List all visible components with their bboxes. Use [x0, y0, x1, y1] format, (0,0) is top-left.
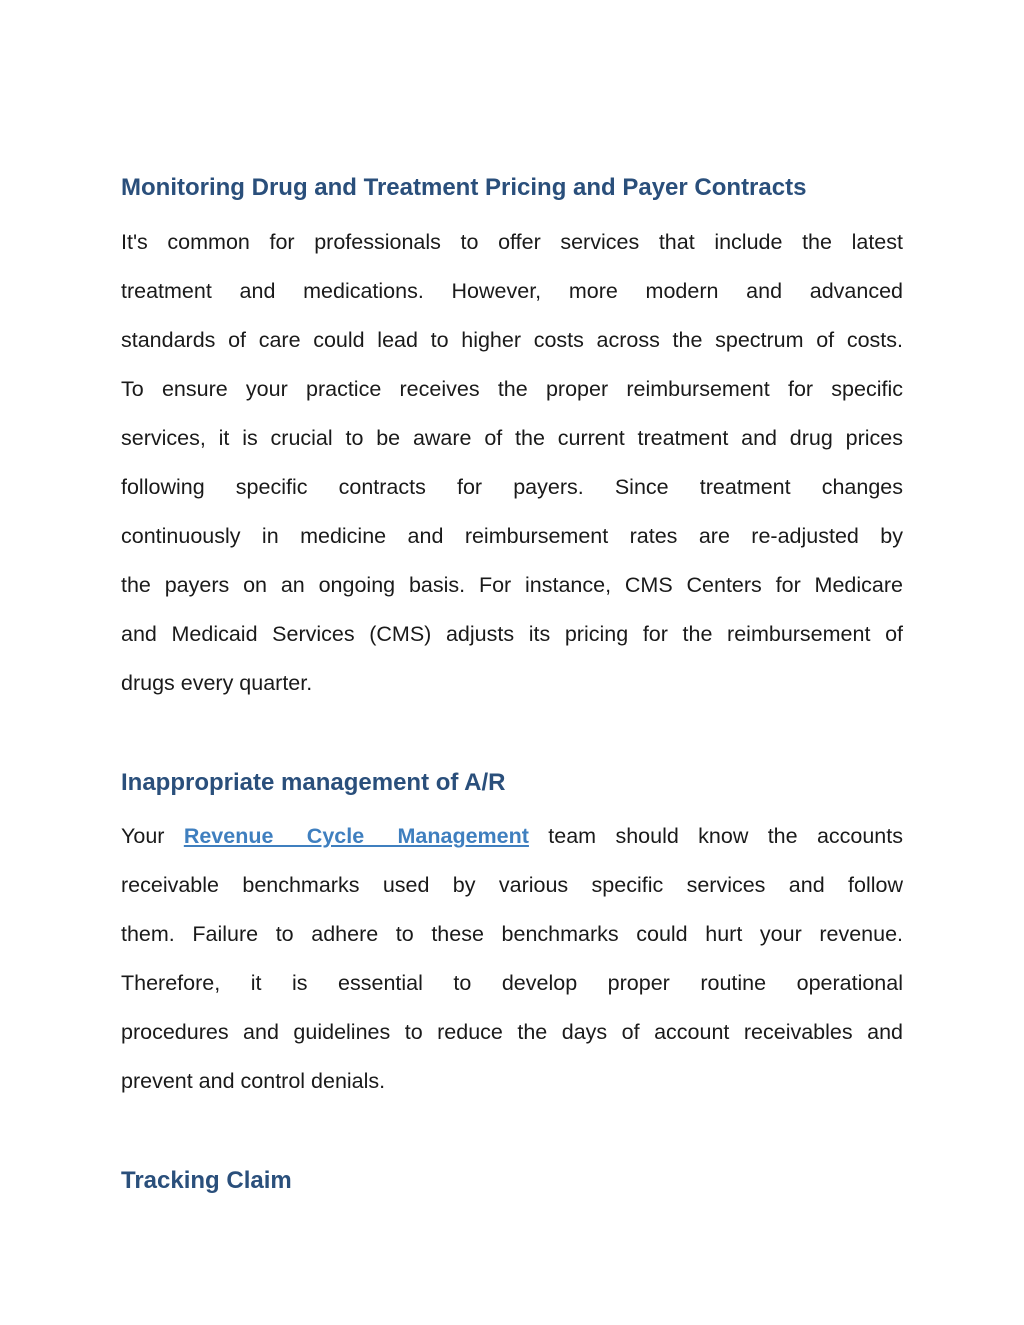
paragraph-ar-management	[121, 812, 903, 1106]
paragraph-line	[121, 812, 903, 861]
paragraph-line: services, it is crucial to be aware of the current treatment and drug prices	[121, 426, 903, 450]
paragraph-line: them. Failure to adhere to these benchmarks could hurt your revenue.	[121, 922, 903, 946]
paragraph-line: It's common for professionals to offer services that include the latest	[121, 230, 903, 254]
paragraph-line: To ensure your practice receives the proper reimbursement for specific	[121, 377, 903, 401]
paragraph-text: Your	[121, 824, 165, 848]
paragraph-line: procedures and guidelines to reduce the days of account receivables and	[121, 1020, 903, 1044]
paragraph-line: and Medicaid Services (CMS) adjusts its pricing for the reimbursement of	[121, 622, 903, 646]
paragraph-line: continuously in medicine and reimbursement rates are re-adjusted by	[121, 524, 903, 548]
section-heading-drug-pricing: Monitoring Drug and Treatment Pricing and Payer Contracts	[121, 174, 807, 201]
revenue-cycle-management-link[interactable]: Revenue Cycle Management	[183, 824, 529, 848]
paragraph-line: Therefore, it is essential to develop proper routine operational	[121, 971, 903, 995]
section-heading-tracking-claim: Tracking Claim	[121, 1167, 292, 1194]
paragraph-line: receivable benchmarks used by various specific services and follow	[121, 873, 903, 897]
paragraph-line: standards of care could lead to higher costs across the spectrum of costs.	[121, 328, 903, 352]
section-heading-ar-management: Inappropriate management of A/R	[121, 769, 506, 796]
paragraph-line: drugs every quarter.	[121, 671, 313, 695]
paragraph-line: the payers on an ongoing basis. For instance, CMS Centers for Medicare	[121, 573, 903, 597]
paragraph-line: following specific contracts for payers. Since treatment changes	[121, 475, 903, 499]
paragraph-line: treatment and medications. However, more modern and advanced	[121, 279, 903, 303]
paragraph-line: prevent and control denials.	[121, 1069, 386, 1093]
paragraph-text: team should know the accounts	[548, 824, 903, 848]
paragraph-drug-pricing	[121, 218, 903, 708]
